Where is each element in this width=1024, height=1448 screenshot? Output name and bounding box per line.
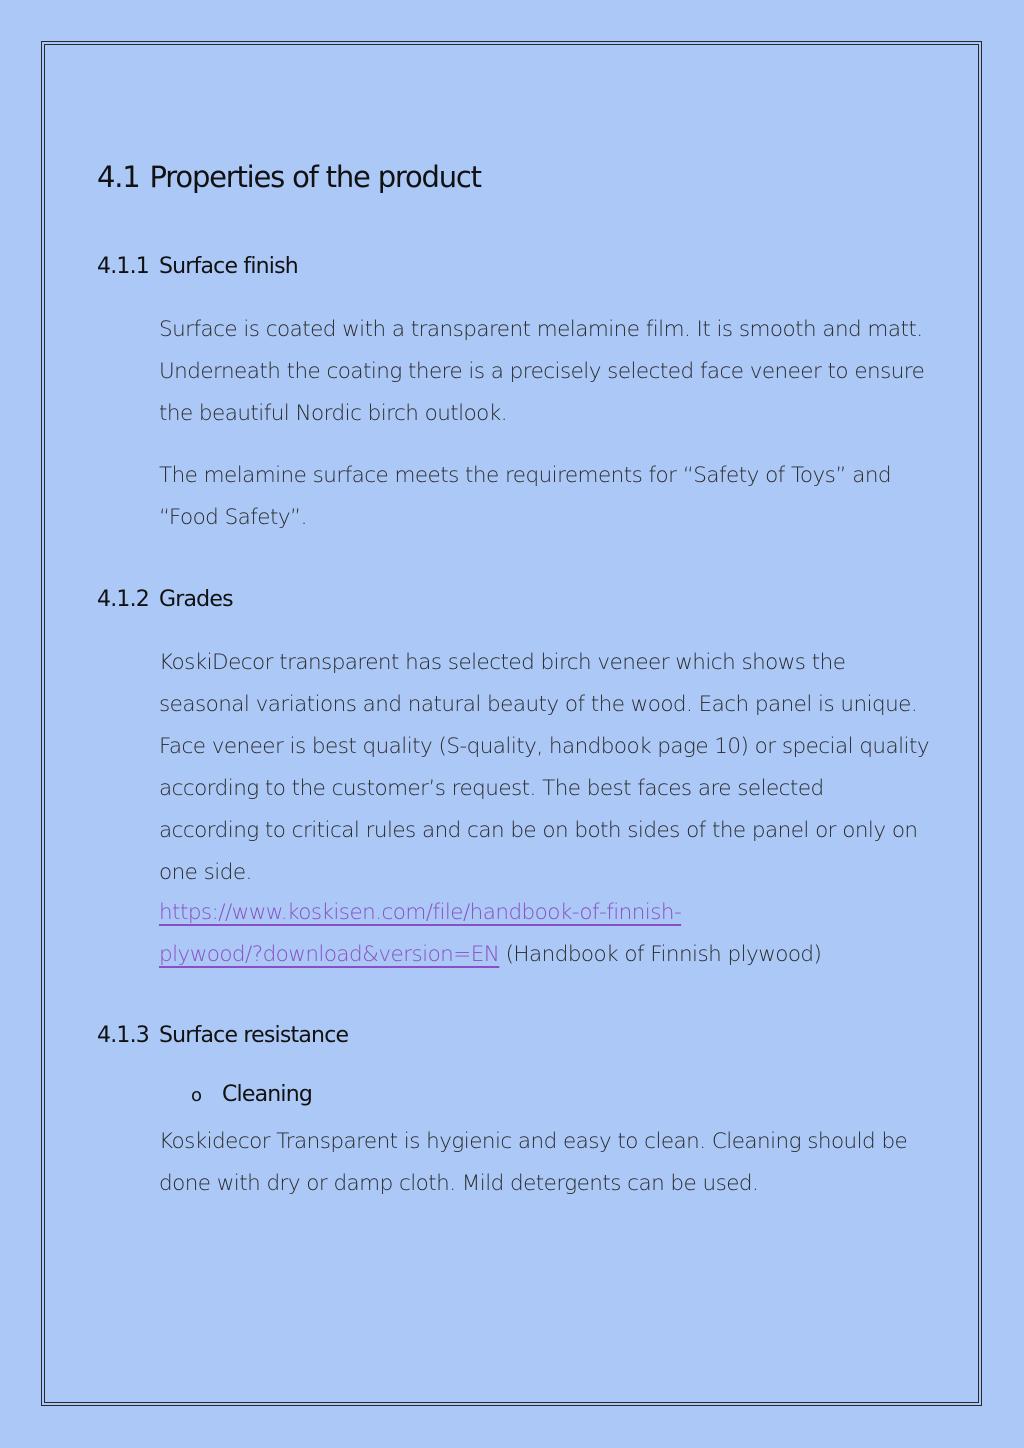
subsection-title: Surface finish [159,254,298,279]
subsection-heading-grades [97,587,233,612]
bullet-title: Cleaning [222,1082,313,1107]
subsection-heading-surface-resistance [97,1023,348,1048]
surface-finish-paragraph-1: Surface is coated with a transparent melamine film. It is smooth and matt. Underneath the coating there is a precisely selected face veneer to ensure the beautiful Nordic birch outlook. [159,317,925,426]
subsection-title: Grades [159,587,233,612]
handbook-link[interactable]: https://www.koskisen.com/file/handbook-of-finnish- [159,900,682,925]
section-heading [97,160,481,194]
section-number: 4.1 [97,160,140,194]
handbook-link-description: (Handbook of Finnish plywood) [499,942,822,967]
subsection-heading-surface-finish [97,254,298,279]
handbook-link-continued[interactable]: plywood/?download&version=EN [159,942,500,967]
subsection-number: 4.1.3 [97,1023,149,1048]
section-title: Properties of the product [149,160,481,194]
cleaning-paragraph: Koskidecor Transparent is hygienic and easy to clean. Cleaning should be done with dry or damp cloth. Mild detergents can be used. [159,1129,908,1196]
subsection-title: Surface resistance [159,1023,349,1048]
grades-paragraph: KoskiDecor transparent has selected birch veneer which shows the seasonal variations and natural beauty of the wood. Each panel is unique. Face veneer is best quality (S-quality, handbook page 10) or special quality according to the customer’s request. The best faces are selected according to critical rules and can be on both sides of the panel or only on one side. [159,650,930,885]
cleaning-bullet [191,1082,312,1107]
surface-finish-paragraph-2: The melamine surface meets the requirements for “Safety of Toys” and “Food Safety”. [159,463,892,530]
handbook-reference [159,892,929,976]
subsection-number: 4.1.1 [97,254,149,279]
subsection-number: 4.1.2 [97,587,149,612]
circle-bullet-icon: o [191,1085,202,1106]
